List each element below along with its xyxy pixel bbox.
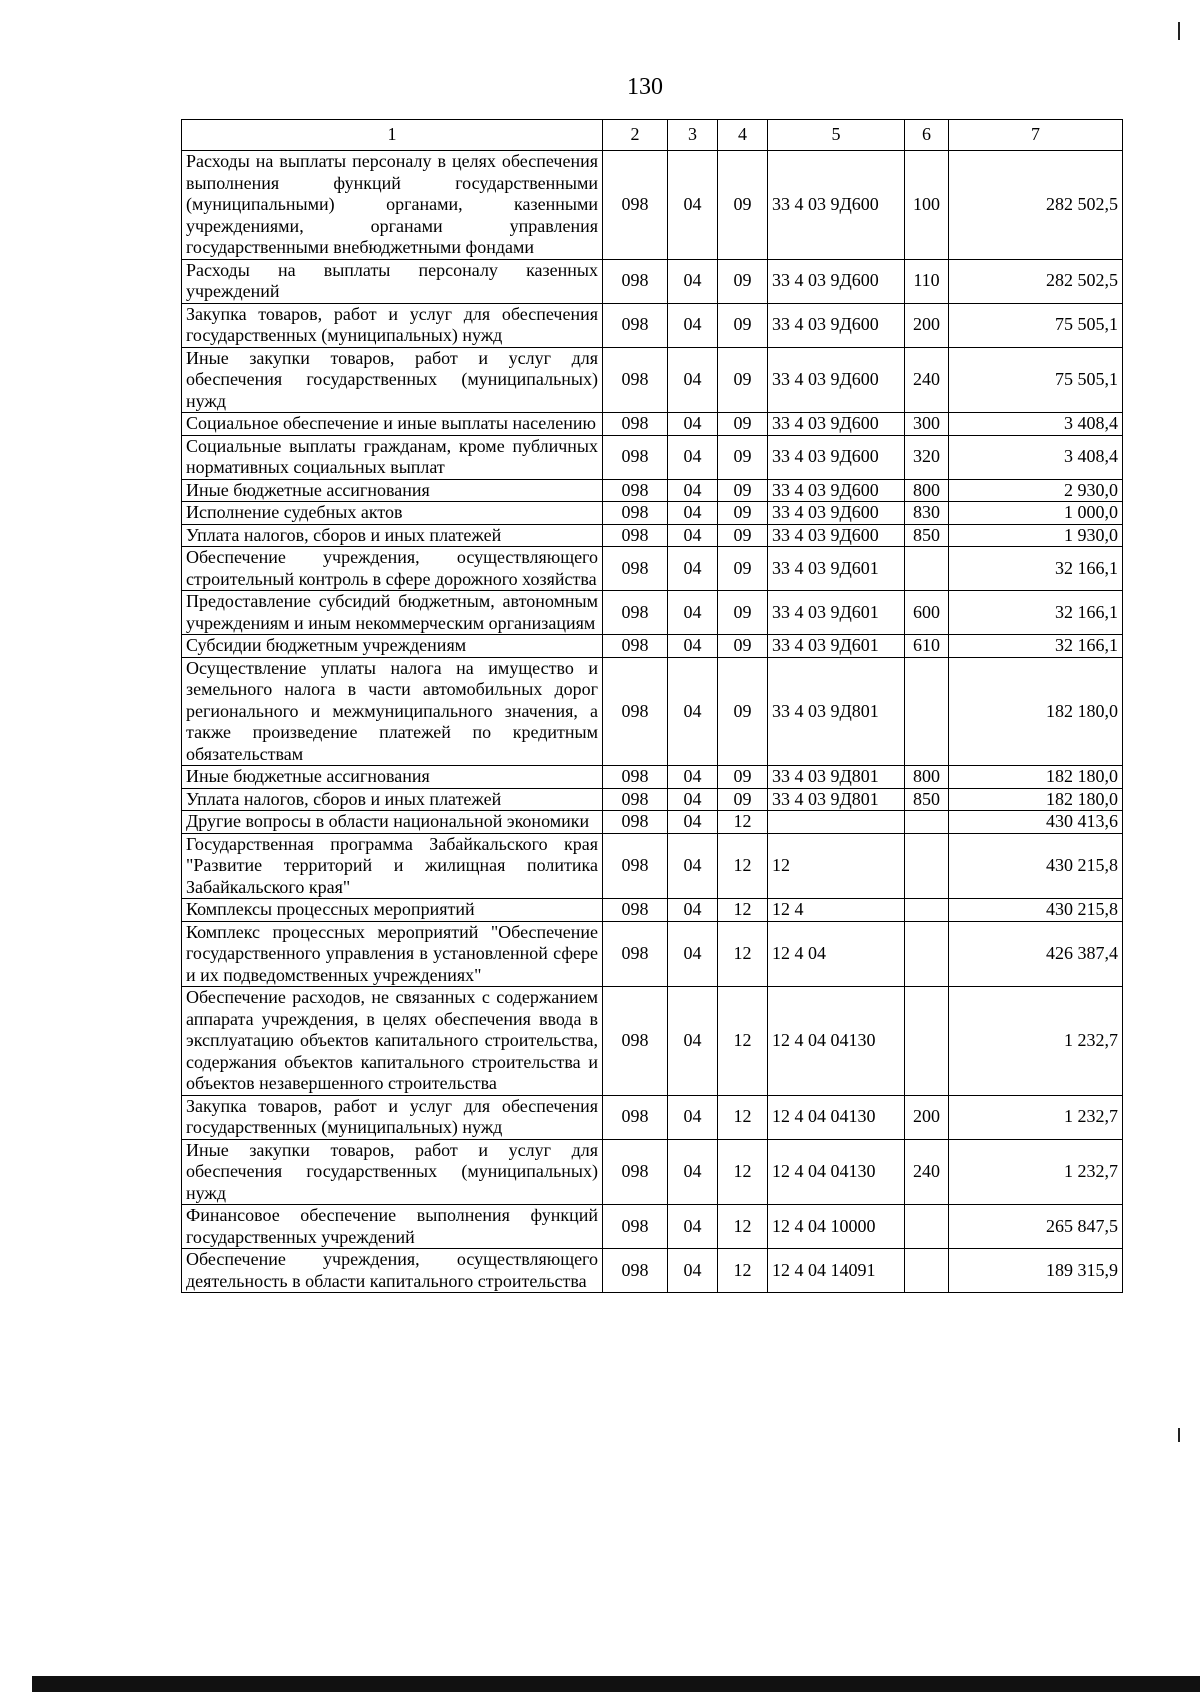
header-col-5: 5: [768, 120, 905, 151]
row-col-6: 240: [905, 347, 949, 413]
row-col-5: 33 4 03 9Д801: [768, 766, 905, 789]
row-col-2: 098: [603, 635, 668, 658]
row-col-5: 33 4 03 9Д601: [768, 635, 905, 658]
row-col-7: 1 000,0: [949, 502, 1123, 525]
header-col-3: 3: [668, 120, 718, 151]
row-col-3: 04: [668, 899, 718, 922]
row-col-7: 2 930,0: [949, 479, 1123, 502]
row-col-6: [905, 987, 949, 1096]
row-col-6: [905, 899, 949, 922]
row-col-3: 04: [668, 479, 718, 502]
row-col-3: 04: [668, 921, 718, 987]
header-row: [182, 120, 1123, 151]
row-name: Уплата налогов, сборов и иных платежей: [182, 788, 603, 811]
row-col-3: 04: [668, 435, 718, 479]
row-col-7: 32 166,1: [949, 591, 1123, 635]
row-col-2: 098: [603, 921, 668, 987]
row-name: Субсидии бюджетным учреждениям: [182, 635, 603, 658]
row-col-6: 200: [905, 303, 949, 347]
row-col-5: 12 4 04 14091: [768, 1249, 905, 1293]
row-col-6: 110: [905, 259, 949, 303]
row-col-6: 200: [905, 1095, 949, 1139]
row-name: Закупка товаров, работ и услуг для обеспечения государственных (муниципальных) нужд: [182, 1095, 603, 1139]
row-name: Социальные выплаты гражданам, кроме публичных нормативных социальных выплат: [182, 435, 603, 479]
table-row: [182, 657, 1123, 766]
row-col-7: 426 387,4: [949, 921, 1123, 987]
row-col-2: 098: [603, 479, 668, 502]
row-col-6: [905, 547, 949, 591]
row-col-6: 100: [905, 151, 949, 260]
row-col-4: 09: [718, 591, 768, 635]
row-col-7: 32 166,1: [949, 547, 1123, 591]
row-col-5: 33 4 03 9Д801: [768, 788, 905, 811]
table-row: [182, 921, 1123, 987]
row-col-7: 182 180,0: [949, 766, 1123, 789]
row-col-6: 850: [905, 524, 949, 547]
header-col-7: 7: [949, 120, 1123, 151]
row-name: Расходы на выплаты персоналу казенных учреждений: [182, 259, 603, 303]
row-col-4: 09: [718, 788, 768, 811]
row-col-7: 282 502,5: [949, 151, 1123, 260]
row-col-4: 12: [718, 1205, 768, 1249]
row-col-7: 265 847,5: [949, 1205, 1123, 1249]
table-row: [182, 303, 1123, 347]
row-col-2: 098: [603, 259, 668, 303]
table-row: [182, 788, 1123, 811]
table-row: [182, 1139, 1123, 1205]
row-col-7: 1 232,7: [949, 1095, 1123, 1139]
table-row: [182, 899, 1123, 922]
row-col-3: 04: [668, 413, 718, 436]
row-col-6: 240: [905, 1139, 949, 1205]
row-col-4: 09: [718, 547, 768, 591]
row-col-3: 04: [668, 524, 718, 547]
row-col-4: 12: [718, 921, 768, 987]
row-col-5: 33 4 03 9Д600: [768, 524, 905, 547]
row-col-2: 098: [603, 788, 668, 811]
row-col-4: 12: [718, 1249, 768, 1293]
row-col-7: 75 505,1: [949, 303, 1123, 347]
row-col-4: 09: [718, 657, 768, 766]
table-row: [182, 811, 1123, 834]
row-col-5: [768, 811, 905, 834]
row-col-4: 09: [718, 524, 768, 547]
row-col-4: 12: [718, 811, 768, 834]
row-name: Комплекс процессных мероприятий "Обеспечение государственного управления в установленной сфере и их подведомственных учреждениях": [182, 921, 603, 987]
row-name: Финансовое обеспечение выполнения функций государственных учреждений: [182, 1205, 603, 1249]
row-col-4: 12: [718, 1139, 768, 1205]
row-col-3: 04: [668, 151, 718, 260]
row-col-6: 800: [905, 479, 949, 502]
row-col-3: 04: [668, 259, 718, 303]
row-name: Закупка товаров, работ и услуг для обеспечения государственных (муниципальных) нужд: [182, 303, 603, 347]
row-col-2: 098: [603, 151, 668, 260]
row-col-5: 12 4 04: [768, 921, 905, 987]
row-col-7: 430 215,8: [949, 833, 1123, 899]
row-col-3: 04: [668, 635, 718, 658]
row-col-5: 33 4 03 9Д600: [768, 435, 905, 479]
scan-mark: [1178, 1428, 1180, 1442]
row-col-4: 09: [718, 635, 768, 658]
table-row: [182, 547, 1123, 591]
budget-table: [181, 119, 1123, 1293]
table-row: [182, 347, 1123, 413]
row-col-5: 33 4 03 9Д601: [768, 591, 905, 635]
table-row: [182, 766, 1123, 789]
row-col-7: 430 215,8: [949, 899, 1123, 922]
row-col-2: 098: [603, 547, 668, 591]
row-name: Государственная программа Забайкальского края "Развитие территорий и жилищная политика Забайкальского края": [182, 833, 603, 899]
row-col-7: 1 930,0: [949, 524, 1123, 547]
row-col-3: 04: [668, 1139, 718, 1205]
row-col-6: 850: [905, 788, 949, 811]
table-row: [182, 435, 1123, 479]
row-col-4: 09: [718, 766, 768, 789]
row-col-3: 04: [668, 547, 718, 591]
row-col-6: 320: [905, 435, 949, 479]
row-col-3: 04: [668, 591, 718, 635]
row-col-5: 33 4 03 9Д601: [768, 547, 905, 591]
table-row: [182, 524, 1123, 547]
row-col-6: [905, 811, 949, 834]
row-name: Обеспечение учреждения, осуществляющего деятельность в области капитального строительства: [182, 1249, 603, 1293]
row-name: Обеспечение расходов, не связанных с содержанием аппарата учреждения, в целях обеспечения ввода в эксплуатацию объектов капитального строительства, содержания объектов капитального строительства и объектов незавершенного строительства: [182, 987, 603, 1096]
row-col-4: 12: [718, 899, 768, 922]
row-col-4: 09: [718, 303, 768, 347]
row-col-3: 04: [668, 1095, 718, 1139]
row-col-6: [905, 657, 949, 766]
row-col-4: 09: [718, 259, 768, 303]
row-col-7: 1 232,7: [949, 1139, 1123, 1205]
row-col-5: 12 4: [768, 899, 905, 922]
table-row: [182, 1249, 1123, 1293]
row-col-4: 12: [718, 1095, 768, 1139]
row-col-5: 33 4 03 9Д600: [768, 259, 905, 303]
row-col-4: 09: [718, 347, 768, 413]
row-col-4: 12: [718, 833, 768, 899]
row-col-2: 098: [603, 347, 668, 413]
page-number: 130: [627, 74, 663, 100]
table-row: [182, 1095, 1123, 1139]
row-col-3: 04: [668, 788, 718, 811]
row-col-5: 33 4 03 9Д600: [768, 502, 905, 525]
row-col-2: 098: [603, 502, 668, 525]
row-col-5: 33 4 03 9Д600: [768, 347, 905, 413]
row-col-2: 098: [603, 303, 668, 347]
row-col-5: 33 4 03 9Д600: [768, 413, 905, 436]
row-name: Иные бюджетные ассигнования: [182, 766, 603, 789]
row-col-6: [905, 1205, 949, 1249]
row-col-2: 098: [603, 1249, 668, 1293]
row-col-7: 3 408,4: [949, 435, 1123, 479]
row-col-2: 098: [603, 811, 668, 834]
row-col-2: 098: [603, 591, 668, 635]
row-col-4: 09: [718, 151, 768, 260]
row-col-3: 04: [668, 347, 718, 413]
row-name: Социальное обеспечение и иные выплаты населению: [182, 413, 603, 436]
row-col-2: 098: [603, 413, 668, 436]
row-col-3: 04: [668, 1205, 718, 1249]
row-col-2: 098: [603, 435, 668, 479]
table-row: [182, 151, 1123, 260]
row-col-6: 610: [905, 635, 949, 658]
row-col-6: [905, 833, 949, 899]
row-col-7: 32 166,1: [949, 635, 1123, 658]
header-col-6: 6: [905, 120, 949, 151]
header-col-1: 1: [182, 120, 603, 151]
row-col-2: 098: [603, 657, 668, 766]
row-name: Исполнение судебных актов: [182, 502, 603, 525]
row-col-5: 33 4 03 9Д600: [768, 151, 905, 260]
row-col-7: 282 502,5: [949, 259, 1123, 303]
row-col-7: 182 180,0: [949, 657, 1123, 766]
scan-bottom-edge: [32, 1676, 1200, 1692]
row-name: Уплата налогов, сборов и иных платежей: [182, 524, 603, 547]
row-col-5: 33 4 03 9Д600: [768, 303, 905, 347]
row-col-6: 600: [905, 591, 949, 635]
row-name: Иные закупки товаров, работ и услуг для обеспечения государственных (муниципальных) нужд: [182, 347, 603, 413]
row-col-5: 12: [768, 833, 905, 899]
header-col-2: 2: [603, 120, 668, 151]
row-name: Обеспечение учреждения, осуществляющего строительный контроль в сфере дорожного хозяйства: [182, 547, 603, 591]
table-row: [182, 479, 1123, 502]
row-col-3: 04: [668, 987, 718, 1096]
row-col-5: 12 4 04 04130: [768, 987, 905, 1096]
row-col-5: 33 4 03 9Д801: [768, 657, 905, 766]
row-col-6: [905, 1249, 949, 1293]
row-name: Осуществление уплаты налога на имущество и земельного налога в части автомобильных дорог регионального и межмуниципального значения, а также произведение платежей по кредитным обязательствам: [182, 657, 603, 766]
row-col-4: 09: [718, 502, 768, 525]
table-row: [182, 591, 1123, 635]
row-col-2: 098: [603, 524, 668, 547]
row-name: Расходы на выплаты персоналу в целях обеспечения выполнения функций государственными (муниципальными) органами, казенными учреждениями, органами управления государственными внебюджетными фондами: [182, 151, 603, 260]
table-row: [182, 259, 1123, 303]
row-name: Предоставление субсидий бюджетным, автономным учреждениям и иным некоммерческим организациям: [182, 591, 603, 635]
row-col-4: 09: [718, 435, 768, 479]
row-col-2: 098: [603, 766, 668, 789]
row-col-3: 04: [668, 833, 718, 899]
row-col-7: 182 180,0: [949, 788, 1123, 811]
row-col-2: 098: [603, 1095, 668, 1139]
row-col-5: 12 4 04 10000: [768, 1205, 905, 1249]
row-col-6: [905, 921, 949, 987]
row-col-4: 09: [718, 479, 768, 502]
row-col-7: 189 315,9: [949, 1249, 1123, 1293]
row-col-5: 12 4 04 04130: [768, 1139, 905, 1205]
row-col-7: 430 413,6: [949, 811, 1123, 834]
row-col-3: 04: [668, 502, 718, 525]
scan-mark: [1178, 22, 1180, 40]
row-col-2: 098: [603, 1205, 668, 1249]
table-row: [182, 987, 1123, 1096]
row-col-5: 33 4 03 9Д600: [768, 479, 905, 502]
row-col-4: 09: [718, 413, 768, 436]
row-col-3: 04: [668, 1249, 718, 1293]
row-col-7: 3 408,4: [949, 413, 1123, 436]
table-row: [182, 413, 1123, 436]
row-col-2: 098: [603, 1139, 668, 1205]
row-col-6: 830: [905, 502, 949, 525]
row-col-3: 04: [668, 811, 718, 834]
row-col-2: 098: [603, 833, 668, 899]
row-col-2: 098: [603, 987, 668, 1096]
row-col-3: 04: [668, 303, 718, 347]
table-row: [182, 635, 1123, 658]
row-col-2: 098: [603, 899, 668, 922]
table-row: [182, 833, 1123, 899]
row-col-5: 12 4 04 04130: [768, 1095, 905, 1139]
row-col-7: 1 232,7: [949, 987, 1123, 1096]
row-col-7: 75 505,1: [949, 347, 1123, 413]
table-row: [182, 1205, 1123, 1249]
row-name: Другие вопросы в области национальной экономики: [182, 811, 603, 834]
row-col-3: 04: [668, 657, 718, 766]
row-name: Иные бюджетные ассигнования: [182, 479, 603, 502]
table-row: [182, 502, 1123, 525]
row-name: Иные закупки товаров, работ и услуг для обеспечения государственных (муниципальных) нужд: [182, 1139, 603, 1205]
header-col-4: 4: [718, 120, 768, 151]
row-name: Комплексы процессных мероприятий: [182, 899, 603, 922]
row-col-3: 04: [668, 766, 718, 789]
row-col-6: 300: [905, 413, 949, 436]
row-col-6: 800: [905, 766, 949, 789]
row-col-4: 12: [718, 987, 768, 1096]
